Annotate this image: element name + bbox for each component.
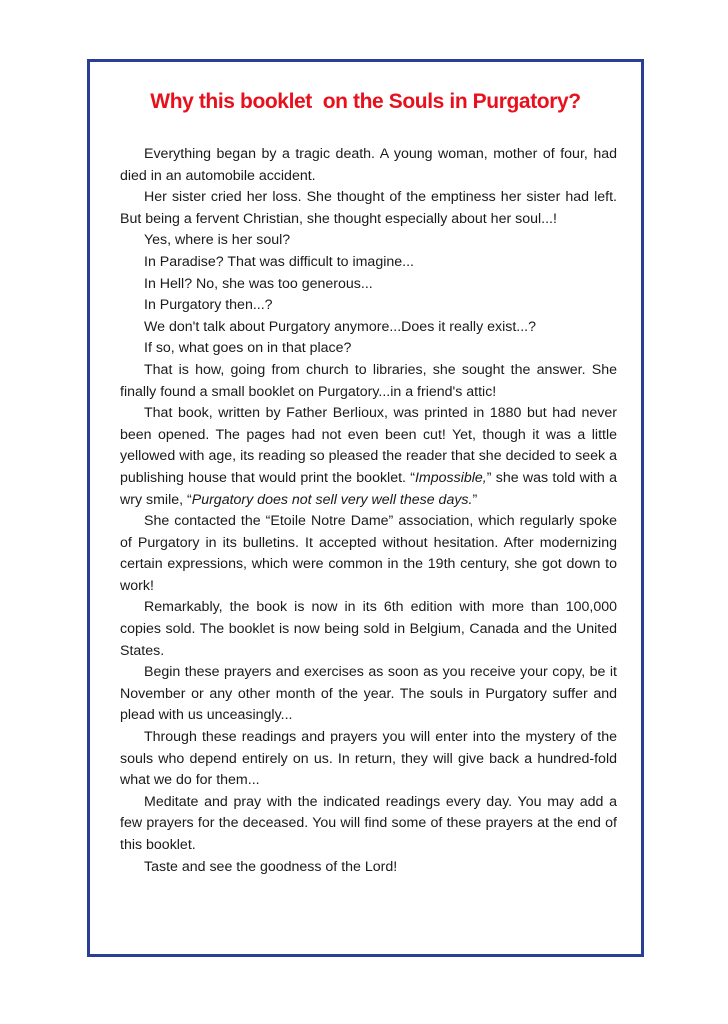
paragraph: Her sister cried her loss. She thought of the emptiness her sister had left. But being a fervent Christian, she thought especially about her soul...!	[120, 189, 617, 227]
page-border-frame	[87, 59, 644, 957]
paragraph: In Purgatory then...?	[144, 297, 273, 314]
paragraph: Remarkably, the book is now in its 6th edition with more than 100,000 copies sold. The booklet is now being sold in Belgium, Canada and the United States.	[120, 599, 617, 659]
paragraph: Through these readings and prayers you will enter into the mystery of the souls who depend entirely on us. In return, they will give back a hundred-fold what we do for them...	[120, 729, 617, 789]
page-title: Why this booklet on the Souls in Purgatory?	[150, 90, 581, 113]
paragraph: In Paradise? That was difficult to imagine...	[144, 253, 414, 270]
italic-quote: Impossible,	[414, 469, 487, 486]
paragraph: That is how, going from church to libraries, she sought the answer. She finally found a small booklet on Purgatory...in a friend's attic!	[120, 361, 617, 400]
body-text	[120, 144, 617, 878]
paragraph: We don't talk about Purgatory anymore...Does it really exist...?	[144, 318, 536, 335]
paragraph: Taste and see the goodness of the Lord!	[144, 858, 398, 875]
text-segment: ” she was told with a wry smile, “	[120, 469, 617, 508]
paragraph: Meditate and pray with the indicated readings every day. You may add a few prayers for the deceased. You will find some of these prayers at the end of this booklet.	[120, 793, 617, 853]
text-segment: That book, written by Father Berlioux, was printed in 1880 but had never been opened. The pages had not even been cut! Yet, though it was a little yellowed with age, its reading so pleased the reader that she decided to seek a publishing house that would print the booklet. “	[120, 405, 617, 486]
paragraph: In Hell? No, she was too generous...	[144, 275, 373, 292]
italic-quote: Purgatory does not sell very well these days.	[191, 491, 473, 508]
paragraph: She contacted the “Etoile Notre Dame” association, which regularly spoke of Purgatory in its bulletins. It accepted without hesitation. After modernizing certain expressions, which were common in the 19th century, she got down to work!	[120, 513, 617, 594]
text-segment: ”	[472, 491, 478, 508]
paragraph: Everything began by a tragic death. A young woman, mother of four, had died in an automobile accident.	[120, 146, 617, 184]
paragraph: If so, what goes on in that place?	[144, 340, 352, 357]
paragraph-quote	[120, 403, 617, 511]
paragraph: Yes, where is her soul?	[144, 232, 291, 249]
paragraph: Begin these prayers and exercises as soon as you receive your copy, be it November or any other month of the year. The souls in Purgatory suffer and plead with us unceasingly...	[120, 664, 617, 724]
